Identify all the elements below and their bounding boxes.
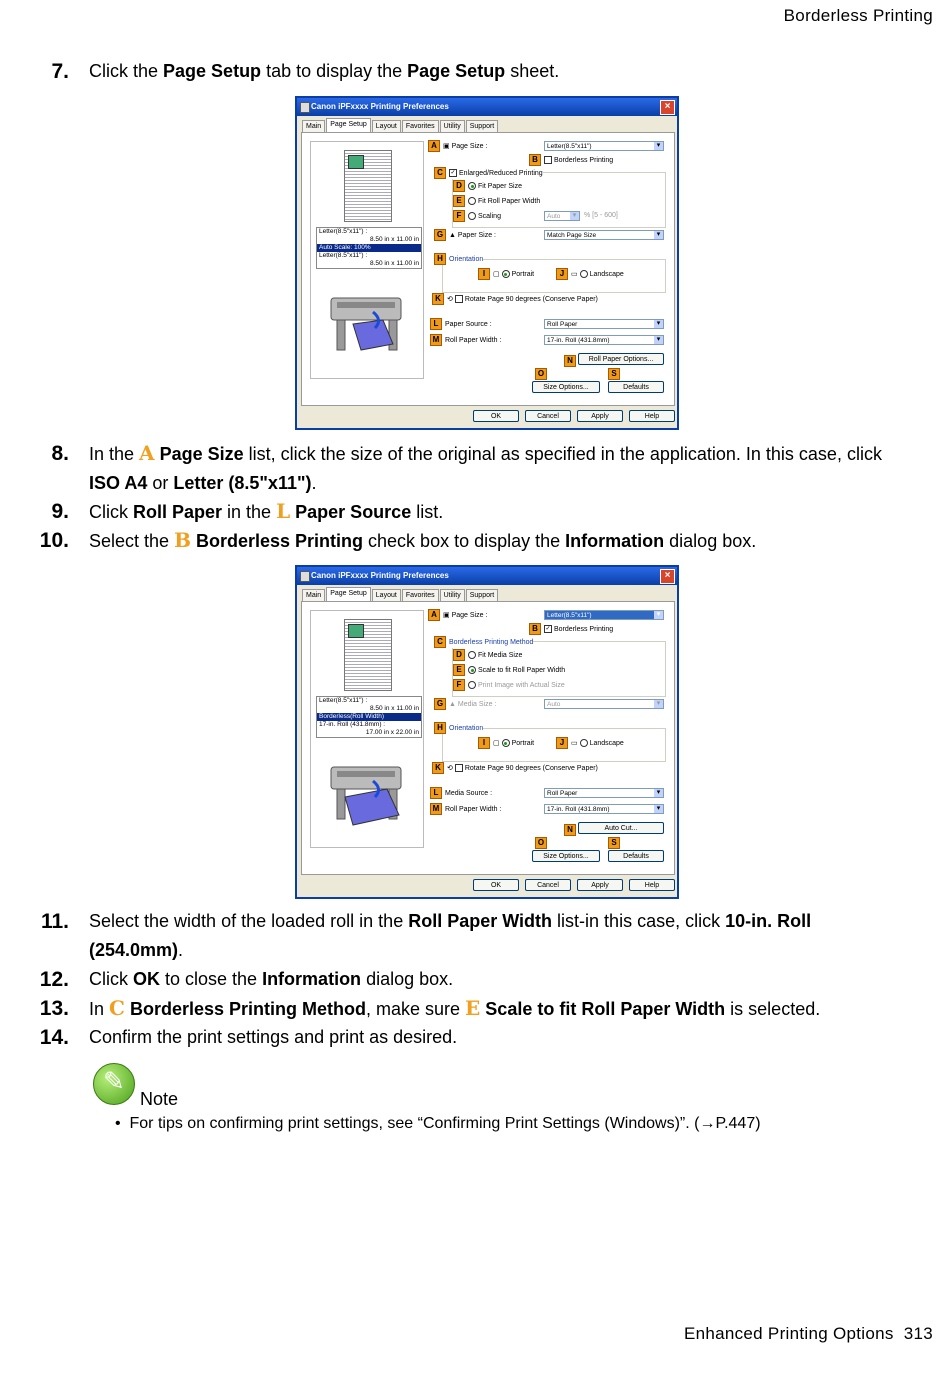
running-header: Borderless Printing <box>783 6 933 25</box>
printer-icon <box>300 102 310 113</box>
landscape-radio[interactable] <box>580 270 588 278</box>
tab-favorites[interactable]: Favorites <box>402 589 439 601</box>
label-s: S <box>608 837 620 849</box>
tab-utility[interactable]: Utility <box>440 589 465 601</box>
step-number: 9. <box>51 500 69 523</box>
page-size-row: A ▣ Page Size : <box>428 609 487 621</box>
ok-button[interactable]: OK <box>473 879 519 891</box>
running-footer: Enhanced Printing Options 313 <box>683 1324 933 1343</box>
step-text: In the A Page Size list, click the size of the original as specified in the application. In this case, click ISO A4 or Letter (8.5"x11"). <box>89 441 882 493</box>
tab-page-setup[interactable]: Page Setup <box>326 587 371 601</box>
image-thumbnail <box>348 155 364 169</box>
landscape-row: J ▭ Landscape <box>556 268 624 280</box>
cancel-button[interactable]: Cancel <box>525 410 571 422</box>
roll-width-row: M Roll Paper Width : <box>430 803 501 815</box>
preview-area <box>310 610 424 848</box>
landscape-row: J ▭ Landscape <box>556 737 624 749</box>
printer-illustration <box>323 292 413 362</box>
enlarged-row: C ✓ Enlarged/Reduced Printing <box>434 167 543 179</box>
tab-layout[interactable]: Layout <box>372 589 401 601</box>
size-options-button[interactable]: Size Options... <box>532 381 600 393</box>
dialog-title-bar: Canon iPFxxxx Printing Preferences × <box>297 98 677 116</box>
cancel-button[interactable]: Cancel <box>525 879 571 891</box>
borderless-checkbox[interactable]: ✓ <box>545 626 551 632</box>
step-text: Click OK to close the Information dialog box. <box>89 969 454 989</box>
fit-media-radio[interactable] <box>468 651 476 659</box>
size-info-box: Letter(8.5"x11") : 8.50 in x 11.00 in Auto Scale: 100% Letter(8.5"x11") : 8.50 in x 11.00 in <box>316 227 422 269</box>
print-actual-radio[interactable] <box>468 681 476 689</box>
label-o: O <box>535 837 547 849</box>
dialog-title-bar: Canon iPFxxxx Printing Preferences × <box>297 567 677 585</box>
fit-paper-size-radio[interactable] <box>468 182 476 190</box>
step-number: 11. <box>40 910 69 933</box>
media-size-row: G ▲ Media Size : <box>434 698 496 710</box>
image-thumbnail <box>348 624 364 638</box>
tab-page-setup[interactable]: Page Setup <box>326 118 371 132</box>
media-size-select[interactable]: Auto ▾ <box>544 699 664 709</box>
printing-preferences-dialog-2 <box>295 565 679 899</box>
step-text: Confirm the print settings and print as desired. <box>89 1027 458 1047</box>
media-source-select[interactable]: Roll Paper ▾ <box>544 788 664 798</box>
portrait-radio[interactable] <box>502 270 510 278</box>
step-text: In C Borderless Printing Method, make sure E Scale to fit Roll Paper Width is selected. <box>89 996 821 1020</box>
page-number: 313 <box>903 1324 933 1343</box>
roll-paper-options-button[interactable]: Roll Paper Options... <box>578 353 664 365</box>
label-n: N <box>564 355 576 367</box>
scale-roll-row: E Scale to fit Roll Paper Width <box>453 664 565 676</box>
auto-cut-button[interactable]: Auto Cut... <box>578 822 664 834</box>
step-11 <box>0 907 940 965</box>
size-options-button[interactable]: Size Options... <box>532 850 600 862</box>
tab-bar <box>302 120 499 132</box>
note-pencil-icon <box>93 1063 135 1105</box>
defaults-button[interactable]: Defaults <box>608 850 664 862</box>
size-info-box: Letter(8.5"x11") : 8.50 in x 11.00 in Borderless(Roll Width) 17-in. Roll (431.8mm) : 17.00 in x 22.00 in <box>316 696 422 738</box>
orientation-row: H Orientation <box>434 253 483 265</box>
label-n: N <box>564 824 576 836</box>
step-number: 14. <box>39 1026 69 1049</box>
step-number: 8. <box>51 442 69 465</box>
landscape-radio[interactable] <box>580 739 588 747</box>
portrait-row: I ▢ Portrait <box>478 268 534 280</box>
fit-roll-width-radio[interactable] <box>468 197 476 205</box>
roll-width-select[interactable]: 17-in. Roll (431.8mm) ▾ <box>544 804 664 814</box>
fit-roll-width-row: E Fit Roll Paper Width <box>453 195 540 207</box>
portrait-row: I ▢ Portrait <box>478 737 534 749</box>
scaling-radio[interactable] <box>468 212 476 220</box>
printing-preferences-dialog-1 <box>295 96 679 430</box>
tab-utility[interactable]: Utility <box>440 120 465 132</box>
enlarged-checkbox[interactable]: ✓ <box>450 170 456 176</box>
roll-width-row: M Roll Paper Width : <box>430 334 501 346</box>
note-item: • For tips on confirming print settings, see “Confirming Print Settings (Windows)”. (→P.447) <box>115 1115 761 1132</box>
step-text: Select the B Borderless Printing check box to display the Information dialog box. <box>89 528 757 552</box>
paper-size-row: G ▲ Paper Size : <box>434 229 496 241</box>
label-o: O <box>535 368 547 380</box>
print-actual-row: F Print Image with Actual Size <box>453 679 565 691</box>
printer-icon <box>300 571 310 582</box>
rotate-checkbox[interactable] <box>455 295 463 303</box>
roll-width-select[interactable]: 17-in. Roll (431.8mm) ▾ <box>544 335 664 345</box>
ok-button[interactable]: OK <box>473 410 519 422</box>
step-number: 7. <box>51 60 69 83</box>
apply-button[interactable]: Apply <box>577 410 623 422</box>
rotate-row: K ⟲ Rotate Page 90 degrees (Conserve Paper) <box>432 293 598 305</box>
tab-layout[interactable]: Layout <box>372 120 401 132</box>
rotate-checkbox[interactable] <box>455 764 463 772</box>
step-number: 13. <box>39 997 69 1020</box>
step-text: Click Roll Paper in the L Paper Source list. <box>89 499 444 523</box>
paper-size-select[interactable]: Match Page Size ▾ <box>544 230 664 240</box>
defaults-button[interactable]: Defaults <box>608 381 664 393</box>
borderless-checkbox[interactable] <box>544 156 552 164</box>
scaling-range: % [5 - 600] <box>584 212 618 219</box>
step-number: 12. <box>39 968 69 991</box>
fit-media-row: D Fit Media Size <box>453 649 522 661</box>
tab-main[interactable]: Main <box>302 120 325 132</box>
page-size-select[interactable]: Letter(8.5"x11") ▾ <box>544 141 664 151</box>
step-text: Select the width of the loaded roll in the Roll Paper Width list-in this case, click 10-in. Roll (254.0mm). <box>89 911 812 960</box>
help-button[interactable]: Help <box>629 879 675 891</box>
page-setup-panel <box>301 601 675 875</box>
tab-bar <box>302 589 499 601</box>
close-icon[interactable]: × <box>660 569 675 584</box>
paper-source-select[interactable]: Roll Paper ▾ <box>544 319 664 329</box>
paper-source-row: L Paper Source : <box>430 318 492 330</box>
scaling-input[interactable]: Auto ▾ <box>544 211 580 221</box>
page-preview <box>344 150 392 222</box>
tab-support[interactable]: Support <box>466 120 499 132</box>
portrait-radio[interactable] <box>502 739 510 747</box>
page-setup-panel <box>301 132 675 406</box>
bullet: • <box>115 1115 121 1132</box>
rotate-row: K ⟲ Rotate Page 90 degrees (Conserve Paper) <box>432 762 598 774</box>
note-label: Note <box>140 1089 179 1109</box>
label-s: S <box>608 368 620 380</box>
step-8 <box>0 439 940 497</box>
fit-paper-size-row: D Fit Paper Size <box>453 180 522 192</box>
orientation-row: H Orientation <box>434 722 483 734</box>
method-row: C Borderless Printing Method <box>434 636 533 648</box>
page-preview <box>344 619 392 691</box>
scale-roll-radio[interactable] <box>468 666 476 674</box>
step-text: Click the Page Setup tab to display the Page Setup sheet. <box>89 61 560 81</box>
page-size-row: A ▣ Page Size : <box>428 140 487 152</box>
apply-button[interactable]: Apply <box>577 879 623 891</box>
page-size-select[interactable]: Letter(8.5"x11") ▾ <box>544 610 664 620</box>
close-icon[interactable]: × <box>660 100 675 115</box>
help-button[interactable]: Help <box>629 410 675 422</box>
printer-illustration <box>323 761 413 831</box>
borderless-row: B Borderless Printing <box>529 154 613 166</box>
preview-area <box>310 141 424 379</box>
tab-main[interactable]: Main <box>302 589 325 601</box>
borderless-row: B ✓ Borderless Printing <box>529 623 613 635</box>
tab-favorites[interactable]: Favorites <box>402 120 439 132</box>
media-source-row: L Media Source : <box>430 787 492 799</box>
step-number: 10. <box>39 529 69 552</box>
tab-support[interactable]: Support <box>466 589 499 601</box>
scaling-row: F Scaling <box>453 210 501 222</box>
